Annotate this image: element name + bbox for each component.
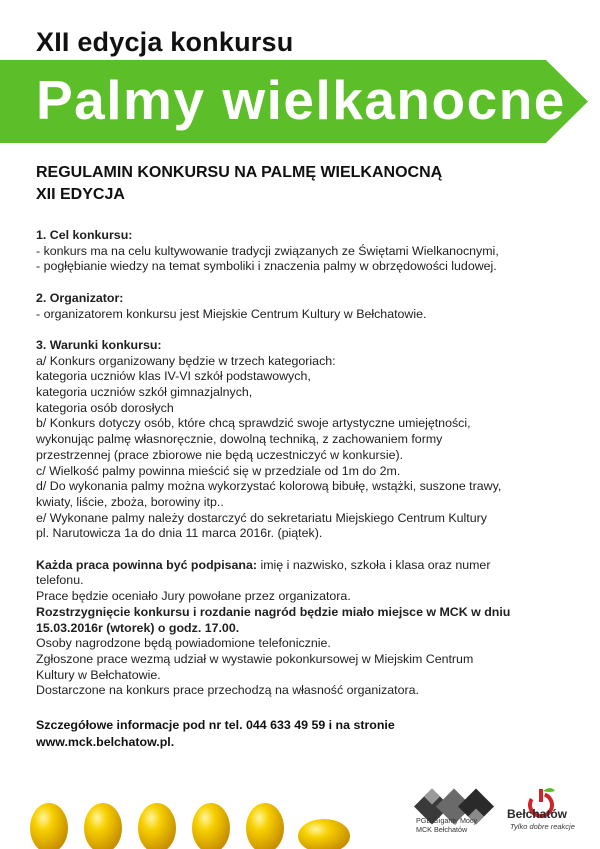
rules-heading-line: REGULAMIN KONKURSU NA PALMĘ WIELKANOCNĄ — [36, 164, 443, 181]
city-name: Bełchatów — [507, 807, 568, 821]
result-date-text: 15.03.2016r (wtorek) o godz. 17.00. — [36, 620, 240, 635]
section-organizer — [36, 291, 576, 322]
text-line: pl. Narutowicza 1a do dnia 11 marca 2016r. (piątek). — [36, 526, 323, 541]
section-title: 1. Cel konkursu: — [36, 228, 133, 242]
contact-website: www.mck.belchatow.pl. — [36, 735, 175, 749]
result-line: Rozstrzygnięcie konkursu i rozdanie nagród będzie miało miejsce w MCK w dniu — [36, 604, 511, 619]
exhibition-line: Kultury w Bełchatowie. — [36, 667, 161, 682]
text-line: kategoria uczniów szkół gimnazjalnych, — [36, 385, 253, 399]
title-banner — [0, 60, 588, 143]
contact-info — [36, 717, 395, 751]
rules-content — [36, 228, 576, 715]
section-goal — [36, 228, 576, 275]
text-line: - pogłębianie wiedzy na temat symboliki i znaczenia palmy w obrzędowości ludowej. — [36, 259, 497, 274]
text-line: przestrzennej (prace zbiorowe nie będą uczestniczyć w konkursie). — [36, 447, 404, 462]
egg-icon — [192, 803, 230, 849]
section-title: 2. Organizator: — [36, 290, 124, 305]
result-date — [36, 621, 576, 637]
ownership-line: Dostarczone na konkurs prace przechodzą na własność organizatora. — [36, 683, 419, 698]
egg-icon — [84, 803, 122, 849]
signature-label: Każda praca powinna być podpisana: — [36, 557, 258, 572]
rules-heading — [36, 162, 442, 206]
notify-line: Osoby nagrodzone będą powiadomione telefonicznie. — [36, 636, 331, 651]
rules-heading-edition: XII EDYCJA — [36, 186, 125, 203]
section-rules — [36, 558, 576, 699]
text-line: a/ Konkurs organizowany będzie w trzech kategoriach: — [36, 353, 336, 368]
contact-phone: Szczegółowe informacje pod nr tel. 044 633 49 59 i na stronie — [36, 718, 395, 732]
signature-details: imię i nazwisko, szkoła i klasa oraz numer — [257, 557, 491, 572]
egg-icon — [298, 819, 350, 849]
text-line: d/ Do wykonania palmy można wykorzystać kolorową bibułę, wstążki, suszone trawy, — [36, 479, 502, 494]
contest-title: Palmy wielkanocne — [36, 69, 566, 131]
edition-label: XII edycja konkursu — [36, 27, 294, 57]
egg-icon — [246, 803, 284, 849]
text-line: kategoria osób dorosłych — [36, 400, 174, 415]
text-line: wykonując palmę własnoręcznie, dowolną techniką, z zachowaniem formy — [36, 432, 443, 447]
text-line: b/ Konkurs dotyczy osób, które chcą sprawdzić swoje artystyczne umiejętności, — [36, 416, 471, 431]
text-line: e/ Wykonane palmy należy dostarczyć do sekretariatu Miejskiego Centrum Kultury — [36, 510, 487, 525]
section-conditions — [36, 338, 576, 542]
pge-logo-text — [416, 817, 477, 834]
egg-icon — [138, 803, 176, 849]
text-line: kwiaty, liście, zboża, borowiny itp.. — [36, 494, 224, 509]
easter-eggs-decoration — [26, 796, 356, 849]
text-line: kategoria uczniów klas IV-VI szkół podstawowych, — [36, 369, 311, 384]
exhibition-line: Zgłoszone prace wezmą udział w wystawie pokonkursowej w Miejskim Centrum — [36, 651, 474, 666]
result-announcement — [36, 605, 576, 621]
section-title: 3. Warunki konkursu: — [36, 337, 162, 352]
text-line: telefonu. — [36, 573, 84, 588]
mck-name: MCK Bełchatów — [416, 824, 468, 834]
text-line: - organizatorem konkursu jest Miejskie Centrum Kultury w Bełchatowie. — [36, 306, 427, 321]
egg-icon — [30, 803, 68, 849]
signature-requirement — [36, 558, 576, 574]
jury-line: Prace będzie oceniało Jury powołane przez organizatora. — [36, 589, 351, 604]
city-tagline: Tylko dobre reakcje — [510, 822, 575, 831]
pge-name: PGE Giganty Mocy — [416, 816, 478, 825]
text-line: c/ Wielkość palmy powinna mieścić się w przedziale od 1m do 2m. — [36, 463, 401, 478]
text-line: - konkurs ma na celu kultywowanie tradycji związanych ze Świętami Wielkanocnymi, — [36, 243, 499, 258]
